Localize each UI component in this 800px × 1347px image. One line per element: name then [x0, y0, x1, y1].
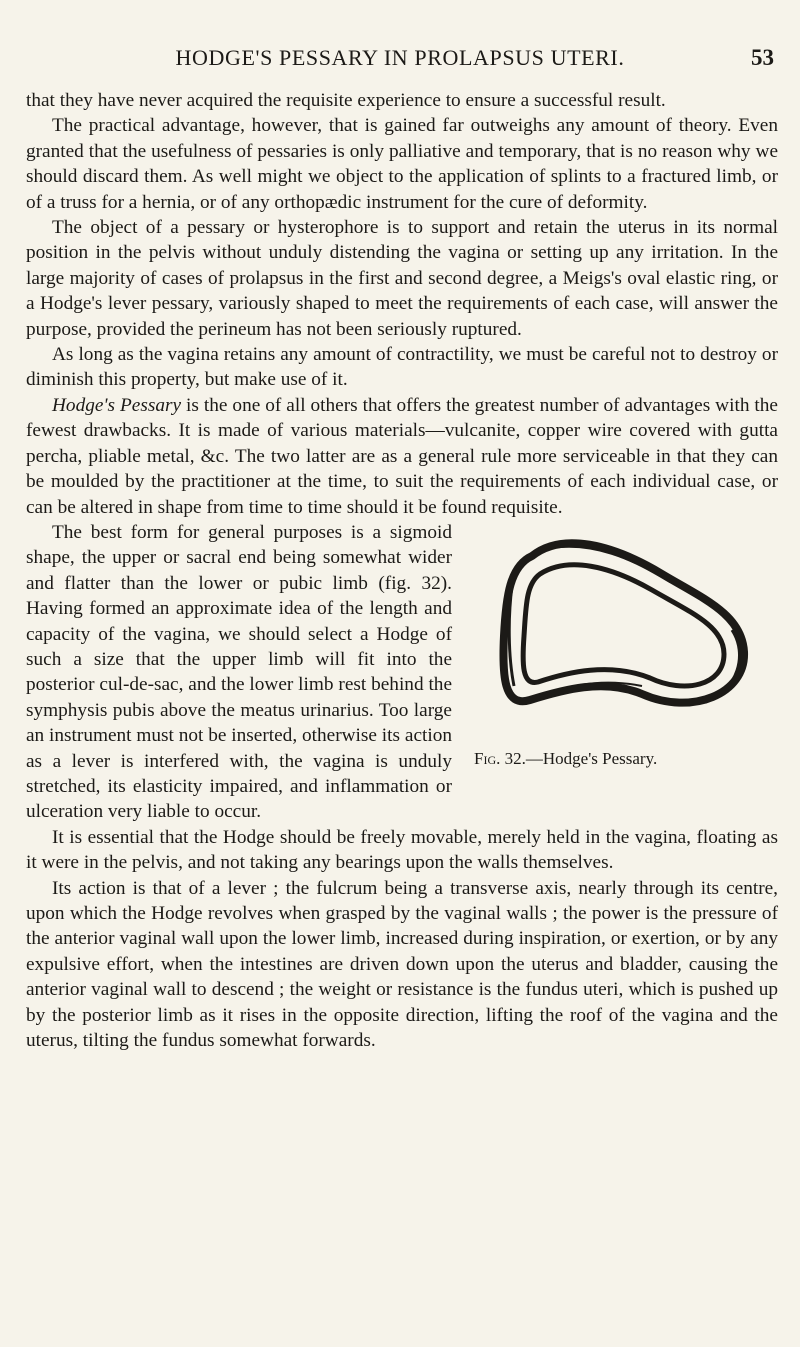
- paragraph-7: It is essential that the Hodge should be freely movable, merely held in the vagina, floating as it were in the pelvis, and not taking any bearings upon the walls themselves.: [26, 826, 778, 874]
- figure-caption-text: —Hodge's Pessary.: [525, 748, 658, 768]
- paragraph-5-text: is the one of all others that offers the greatest number of advantages with the fewest drawbacks. It is made of various materials—vulcanite, copper wire covered with gutta percha, pliable metal, &c. The two latter are as a general rule more serviceable in that they can be moulded by the practitioner at the time, to suit the requirements of each individual case, or can be altered in shape from time to time should it be found requisite.: [26, 394, 778, 518]
- paragraph-1: that they have never acquired the requisite experience to ensure a successful result.: [26, 90, 666, 111]
- pessary-shading-left: [509, 586, 514, 686]
- paragraph-8: Its action is that of a lever ; the fulcrum being a transverse axis, nearly through its centre, upon which the Hodge revolves when grasped by the vaginal walls ; the power is the pressure of the anterior vaginal wall upon the lower limb, increased during inspiration, or exertion, or by any expulsive effort, when the intestines are driven down upon the uterus and bladder, causing the anterior vaginal wall to descend ; the weight or resistance is the fundus uteri, which is pushed up by the posterior limb as it rises in the opposite direction, lifting the roof of the vagina and the uterus, tilting the fundus somewhat forwards.: [26, 877, 778, 1052]
- body-text: [26, 88, 778, 1053]
- hodges-pessary-term: Hodge's Pessary: [52, 394, 182, 416]
- figure-label: Fig. 32.: [474, 748, 526, 768]
- paragraph-2: The practical advantage, however, that is gained far outweighs any amount of theory. Even granted that the usefulness of pessaries is only palliative and temporary, that is no reason why we should discard them. As well might we object to the application of splints to a fractured limb, or of a truss for a hernia, or of any orthopædic instrument for the cure of deformity.: [26, 115, 778, 213]
- running-head: [26, 44, 774, 78]
- figure-caption: [474, 749, 657, 769]
- paragraph-4: As long as the vagina retains any amount of contractility, we must be careful not to destroy or diminish this property, but make use of it.: [26, 344, 778, 391]
- paragraph-3: The object of a pessary or hysterophore is to support and retain the uterus in its normal position in the pelvis without unduly distending the vagina or setting up any irritation. In the large majority of cases of prolapsus in the first and second degree, a Meigs's oval elastic ring, or a Hodge's lever pessary, variously shaped to meet the requirements of each case, will answer the purpose, provided the perineum has not been seriously ruptured.: [26, 217, 778, 340]
- paragraph-6: The best form for general purposes is a sigmoid shape, the upper or sacral end being somewhat wider and flatter than the lower or pubic limb (fig. 32). Having formed an approximate idea of the length and capacity of the vagina, we should select a Hodge of such a size that the upper limb will fit into the posterior cul-de-sac, and the lower limb rest behind the symphysis pubis above the meatus urinarius. Too large an instrument must not be inserted, otherwise its action as a lever is interfered with, the vagina is unduly stretched, its elasticity impaired, and inflammation or ulceration very liable to occur.: [26, 521, 452, 823]
- paragraph-5: [26, 393, 778, 520]
- pessary-inner-outline: [523, 565, 724, 686]
- figure-32: [466, 522, 784, 777]
- running-title: HODGE'S PESSARY IN PROLAPSUS UTERI.: [175, 45, 625, 70]
- hodge-pessary-illustration: [492, 526, 762, 731]
- page-number: 53: [751, 45, 774, 70]
